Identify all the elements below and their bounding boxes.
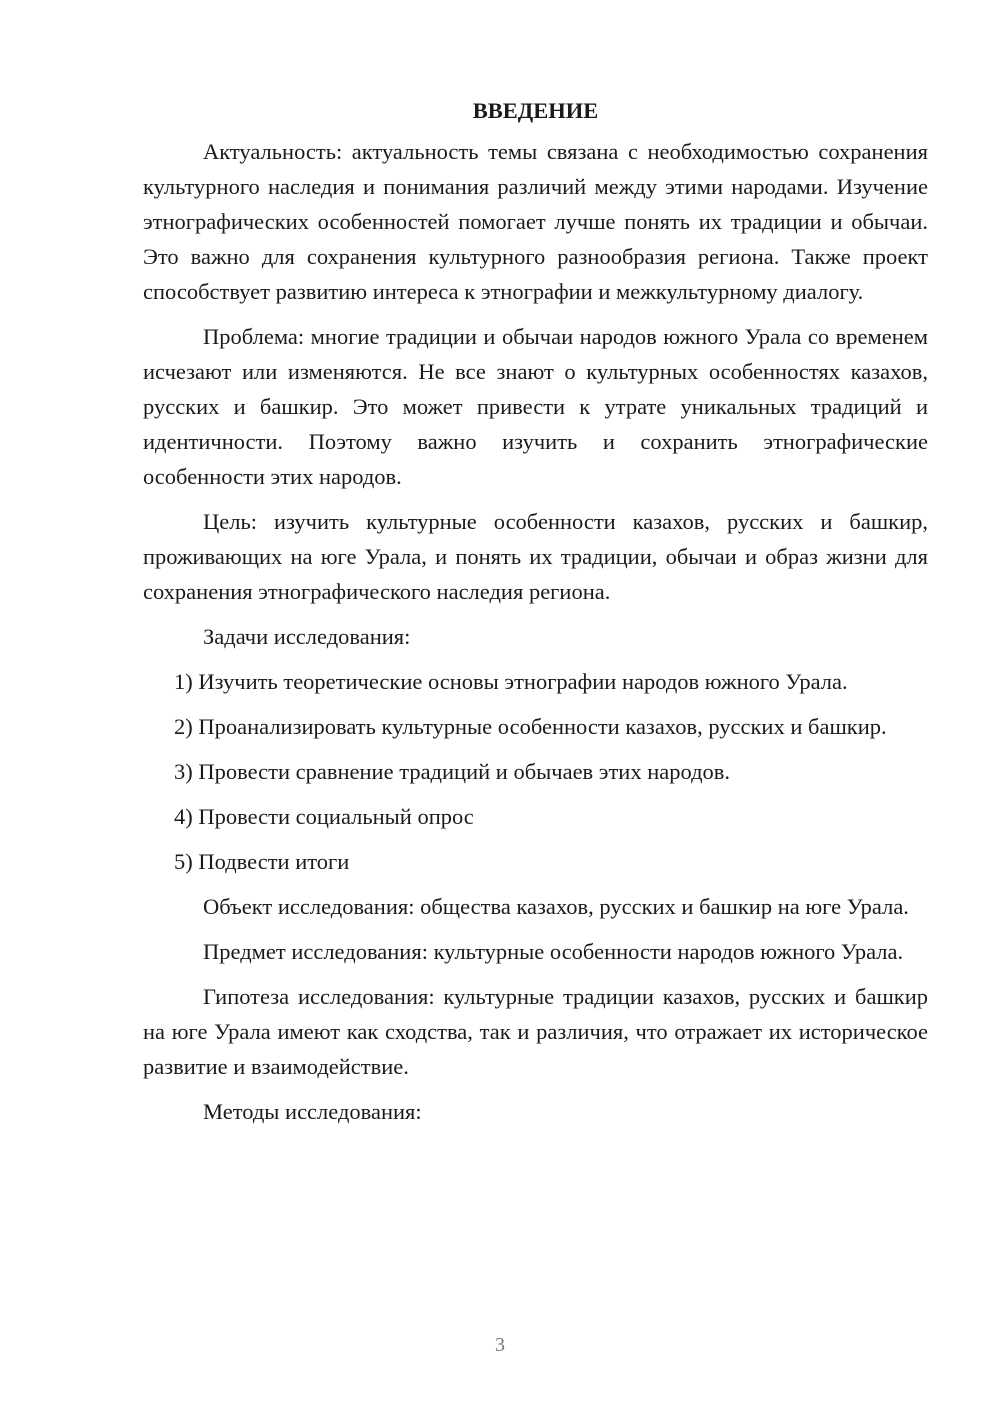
document-page bbox=[143, 96, 928, 1139]
task-item-5: 5) Подвести итоги bbox=[174, 849, 350, 874]
page-number: 3 bbox=[495, 1334, 505, 1356]
paragraph-relevance: Актуальность: актуальность темы связана с необходимостью сохранения культурного наследия и понимания различий между этими народами. Изучение этнографических особенностей помогает лучше понять их традиции и обычаи. Это важно для сохранения культурного разнообразия региона. Также проект способствует развитию интереса к этнографии и межкультурному диалогу. bbox=[143, 139, 928, 304]
task-item-3: 3) Провести сравнение традиций и обычаев этих народов. bbox=[174, 759, 731, 784]
paragraph-methods: Методы исследования: bbox=[203, 1099, 422, 1124]
paragraph-subject: Предмет исследования: культурные особенности народов южного Урала. bbox=[203, 939, 904, 964]
task-item-4: 4) Провести социальный опрос bbox=[174, 804, 474, 829]
paragraph-tasks-heading: Задачи исследования: bbox=[203, 624, 411, 649]
section-title: ВВЕДЕНИЕ bbox=[472, 98, 599, 123]
task-item-2: 2) Проанализировать культурные особенности казахов, русских и башкир. bbox=[174, 714, 887, 739]
paragraph-object: Объект исследования: общества казахов, русских и башкир на юге Урала. bbox=[203, 894, 909, 919]
task-item-1: 1) Изучить теоретические основы этнографии народов южного Урала. bbox=[174, 669, 848, 694]
paragraph-problem: Проблема: многие традиции и обычаи народов южного Урала со временем исчезают или изменяются. Не все знают о культурных особенностях казахов, русских и башкир. Это может привести к утрате уникальных традиций и идентичности. Поэтому важно изучить и сохранить этнографические особенности этих народов. bbox=[143, 324, 928, 489]
paragraph-goal: Цель: изучить культурные особенности казахов, русских и башкир, проживающих на юге Урала, и понять их традиции, обычаи и образ жизни для сохранения этнографического наследия региона. bbox=[143, 509, 928, 604]
paragraph-hypothesis: Гипотеза исследования: культурные традиции казахов, русских и башкир на юге Урала имеют как сходства, так и различия, что отражает их историческое развитие и взаимодействие. bbox=[143, 984, 928, 1079]
